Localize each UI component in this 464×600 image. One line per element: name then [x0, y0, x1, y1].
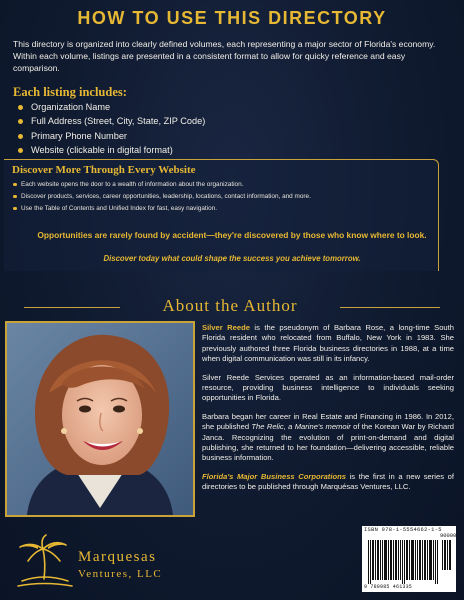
bio-paragraph: Florida's Major Business Corporations is the first in a new series of directories to be published through Marquésas Ventures, LLC.	[202, 471, 454, 492]
publisher-name: Marquesas	[78, 549, 157, 565]
bio-paragraph: Barbara began her career in Real Estate and Financing in 1986. In 2012, she published The Relic, a Marine's memoir of the Korean War by Richard Janca. Recognizing the evolution of print-on-demand and digital publishing, she returned to her foundation—delivering accessible, reliable business information.	[202, 411, 454, 463]
list-item: Use the Table of Contents and Unified Index for fast, easy navigation.	[12, 204, 422, 213]
divider-left	[24, 307, 120, 308]
list-item: Discover products, services, career opportunities, leadership, locations, contact information, and more.	[12, 192, 422, 201]
intro-paragraph: This directory is organized into clearly defined volumes, each representing a major sector of Florida's economy. Within each volume, listings are presented in a consistent format to allow for quicky reference and easy comparison.	[13, 39, 436, 73]
author-photo	[5, 321, 195, 517]
divider-right	[340, 307, 440, 308]
author-bio	[202, 323, 454, 501]
discover-heading: Discover More Through Every Website	[12, 164, 196, 176]
list-item: Primary Phone Number	[18, 129, 205, 143]
bio-paragraph: Silver Reede is the pseudonym of Barbara Rose, a long-time South Florida resident who relocated from Buffalo, New York in 1983. She previously authored three Florida business directories in 1988, at a time when digital communication was still in its infancy.	[202, 323, 454, 364]
list-item: Each website opens the door to a wealth of information about the organization.	[12, 180, 422, 189]
series-title: Florida's Major Business Corporations	[202, 471, 346, 481]
list-item: Organization Name	[18, 100, 205, 114]
bio-paragraph: Silver Reede Services operated as an information-based mail-order resource, providing business intelligence to individuals seeking opportunities in Florida.	[202, 372, 454, 403]
each-listing-heading: Each listing includes:	[13, 85, 127, 99]
barcode-digits: 9 780985 461335	[364, 584, 413, 590]
discover-items	[12, 180, 422, 216]
opportunities-quote: Opportunities are rarely found by accident—they're discovered by those who know where to look.	[37, 230, 427, 240]
discover-today-tagline: Discover today what could shape the success you achieve tomorrow.	[103, 254, 361, 263]
publisher-subname: Ventures, LLC	[78, 568, 163, 580]
about-author-heading: About the Author	[162, 296, 298, 315]
barcode-price: 90000	[440, 533, 457, 539]
page-title: HOW TO USE THIS DIRECTORY	[77, 8, 387, 28]
listing-items	[18, 100, 205, 158]
author-name: Silver Reede	[202, 323, 250, 332]
isbn-label: ISBN 978-1-5554662-1-5	[364, 527, 442, 533]
list-item: Website (clickable in digital format)	[18, 143, 205, 157]
list-item: Full Address (Street, City, State, ZIP Code)	[18, 114, 205, 128]
author-portrait-image	[7, 323, 193, 515]
book-title: The Relic, a Marine's memoir	[251, 422, 351, 432]
